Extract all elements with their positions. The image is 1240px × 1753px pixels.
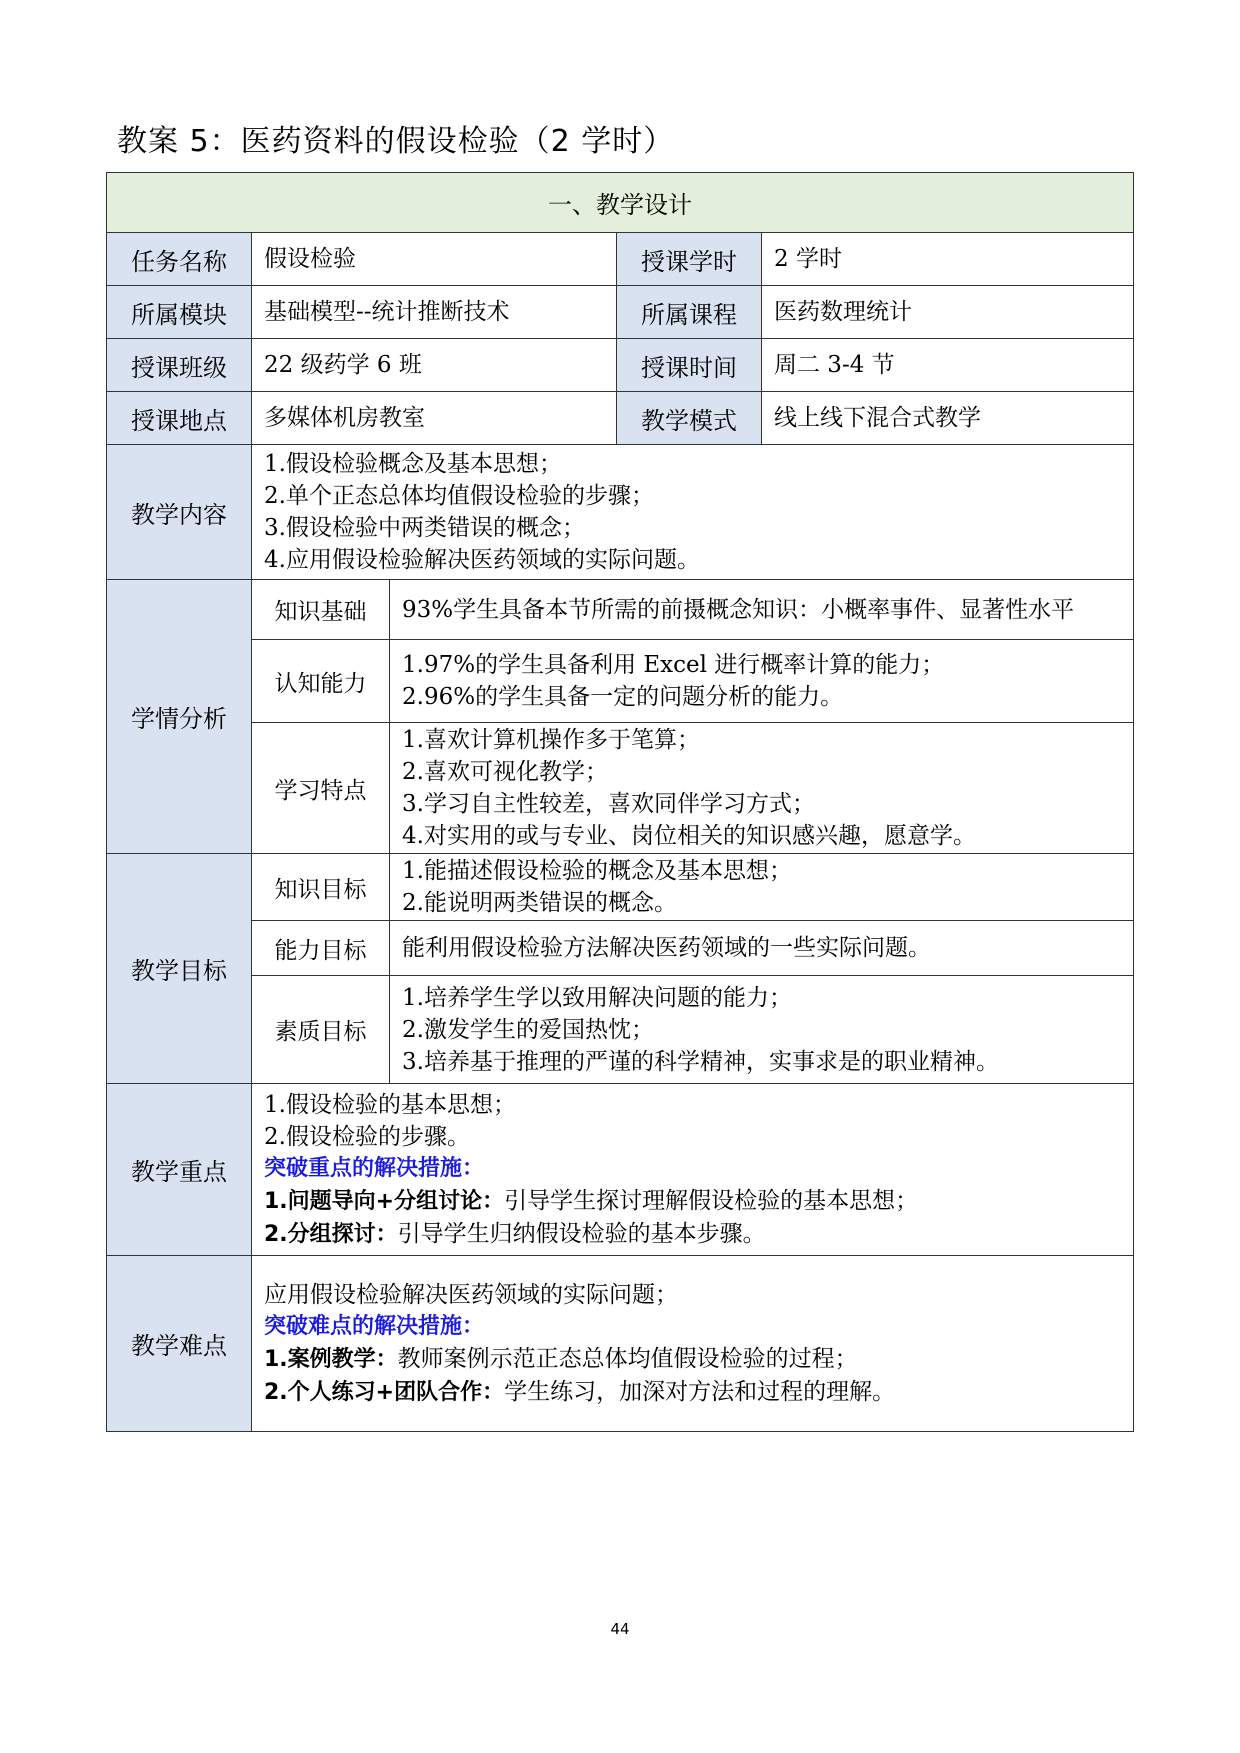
measure-lead: 2.分组探讨： [264,1221,398,1247]
content-line: 4.应用假设检验解决医药领域的实际问题。 [264,547,700,573]
measure-lead: 1.案例教学： [264,1346,398,1372]
time-value: 周二 3-4 节 [762,339,1134,392]
quality-goal-label: 素质目标 [252,976,390,1084]
key-points-row [107,1084,1134,1256]
key-measure-line [264,1218,1133,1251]
task-name-label: 任务名称 [107,233,252,286]
time-label: 授课时间 [617,339,762,392]
traits-label: 学习特点 [252,723,390,854]
info-row [107,339,1134,392]
goals-row [107,854,1134,921]
quality-goal-line: 1.培养学生学以致用解决问题的能力； [402,984,792,1011]
class-value: 22 级药学 6 班 [252,339,617,392]
knowledge-goal-line: 1.能描述假设检验的概念及基本思想； [402,858,792,884]
course-value: 医药数理统计 [762,286,1134,339]
difficulties-list [252,1256,1134,1432]
lesson-plan-table [106,172,1134,1432]
class-label: 授课班级 [107,339,252,392]
traits-line: 2.喜欢可视化教学； [402,759,608,785]
traits-list [390,723,1134,854]
key-measures-title: 突破重点的解决措施： [264,1155,485,1181]
difficulty-measure-line [264,1376,1133,1409]
key-measure-line [264,1185,1133,1218]
traits-line: 1.喜欢计算机操作多于笔算； [402,727,700,753]
quality-goal-line: 2.激发学生的爱国热忱； [402,1016,654,1043]
difficulty-line: 应用假设检验解决医药领域的实际问题； [264,1281,678,1308]
measure-lead: 2.个人练习+团队合作： [264,1379,505,1405]
info-row [107,233,1134,286]
quality-goal-list [390,976,1134,1084]
knowledge-goal-label: 知识目标 [252,854,390,921]
mode-value: 线上线下混合式教学 [762,392,1134,445]
content-line: 2.单个正态总体均值假设检验的步骤； [264,483,654,509]
key-points-list [252,1084,1134,1256]
content-label: 教学内容 [107,445,252,580]
goals-row [107,976,1134,1084]
section-header-row [107,173,1134,233]
ability-goal-value: 能利用假设检验方法解决医药领域的一些实际问题。 [390,921,1134,976]
analysis-row [107,723,1134,854]
analysis-label: 学情分析 [107,580,252,854]
traits-line: 3.学习自主性较差，喜欢同伴学习方式； [402,791,815,817]
goals-label: 教学目标 [107,854,252,1084]
difficulties-row [107,1256,1134,1432]
quality-goal-line: 3.培养基于推理的严谨的科学精神，实事求是的职业精神。 [402,1048,999,1075]
place-value: 多媒体机房教室 [252,392,617,445]
key-point-line: 2.假设检验的步骤。 [264,1123,470,1150]
mode-label: 教学模式 [617,392,762,445]
page-title: 教案 5：医药资料的假设检验（2 学时） [117,124,675,159]
course-label: 所属课程 [617,286,762,339]
knowledge-goal-list [390,854,1134,921]
traits-line: 4.对实用的或与专业、岗位相关的知识感兴趣，愿意学。 [402,823,976,849]
measure-text: 学生练习，加深对方法和过程的理解。 [504,1378,896,1405]
analysis-row [107,580,1134,640]
cognition-line: 2.96%的学生具备一定的问题分析的能力。 [402,684,844,710]
knowledge-base-label: 知识基础 [252,580,390,640]
hours-label: 授课学时 [617,233,762,286]
content-line: 1.假设检验概念及基本思想； [264,451,562,477]
content-row [107,445,1134,580]
hours-value: 2 学时 [762,233,1134,286]
module-value: 基础模型--统计推断技术 [252,286,617,339]
info-row [107,392,1134,445]
analysis-row [107,640,1134,723]
key-points-label: 教学重点 [107,1084,252,1256]
measure-text: 引导学生归纳假设检验的基本步骤。 [397,1220,766,1247]
module-label: 所属模块 [107,286,252,339]
key-point-line: 1.假设检验的基本思想； [264,1091,516,1118]
cognition-list [390,640,1134,723]
section-header: 一、教学设计 [107,173,1134,233]
cognition-label: 认知能力 [252,640,390,723]
measure-text: 引导学生探讨理解假设检验的基本思想； [504,1187,919,1214]
content-list [252,445,1134,580]
place-label: 授课地点 [107,392,252,445]
cognition-line: 1.97%的学生具备利用 Excel 进行概率计算的能力； [402,652,945,678]
info-row [107,286,1134,339]
difficulty-measure-line [264,1343,1133,1376]
measure-text: 教师案例示范正态总体均值假设检验的过程； [397,1345,858,1372]
ability-goal-label: 能力目标 [252,921,390,976]
difficulty-measures-title: 突破难点的解决措施： [264,1313,485,1339]
task-name-value: 假设检验 [252,233,617,286]
difficulties-label: 教学难点 [107,1256,252,1432]
goals-row [107,921,1134,976]
knowledge-goal-line: 2.能说明两类错误的概念。 [402,890,677,916]
measure-lead: 1.问题导向+分组讨论： [264,1188,505,1214]
page-number: 44 [610,1620,630,1638]
knowledge-base-value: 93%学生具备本节所需的前摄概念知识：小概率事件、显著性水平 [390,580,1134,640]
content-line: 3.假设检验中两类错误的概念； [264,515,585,541]
